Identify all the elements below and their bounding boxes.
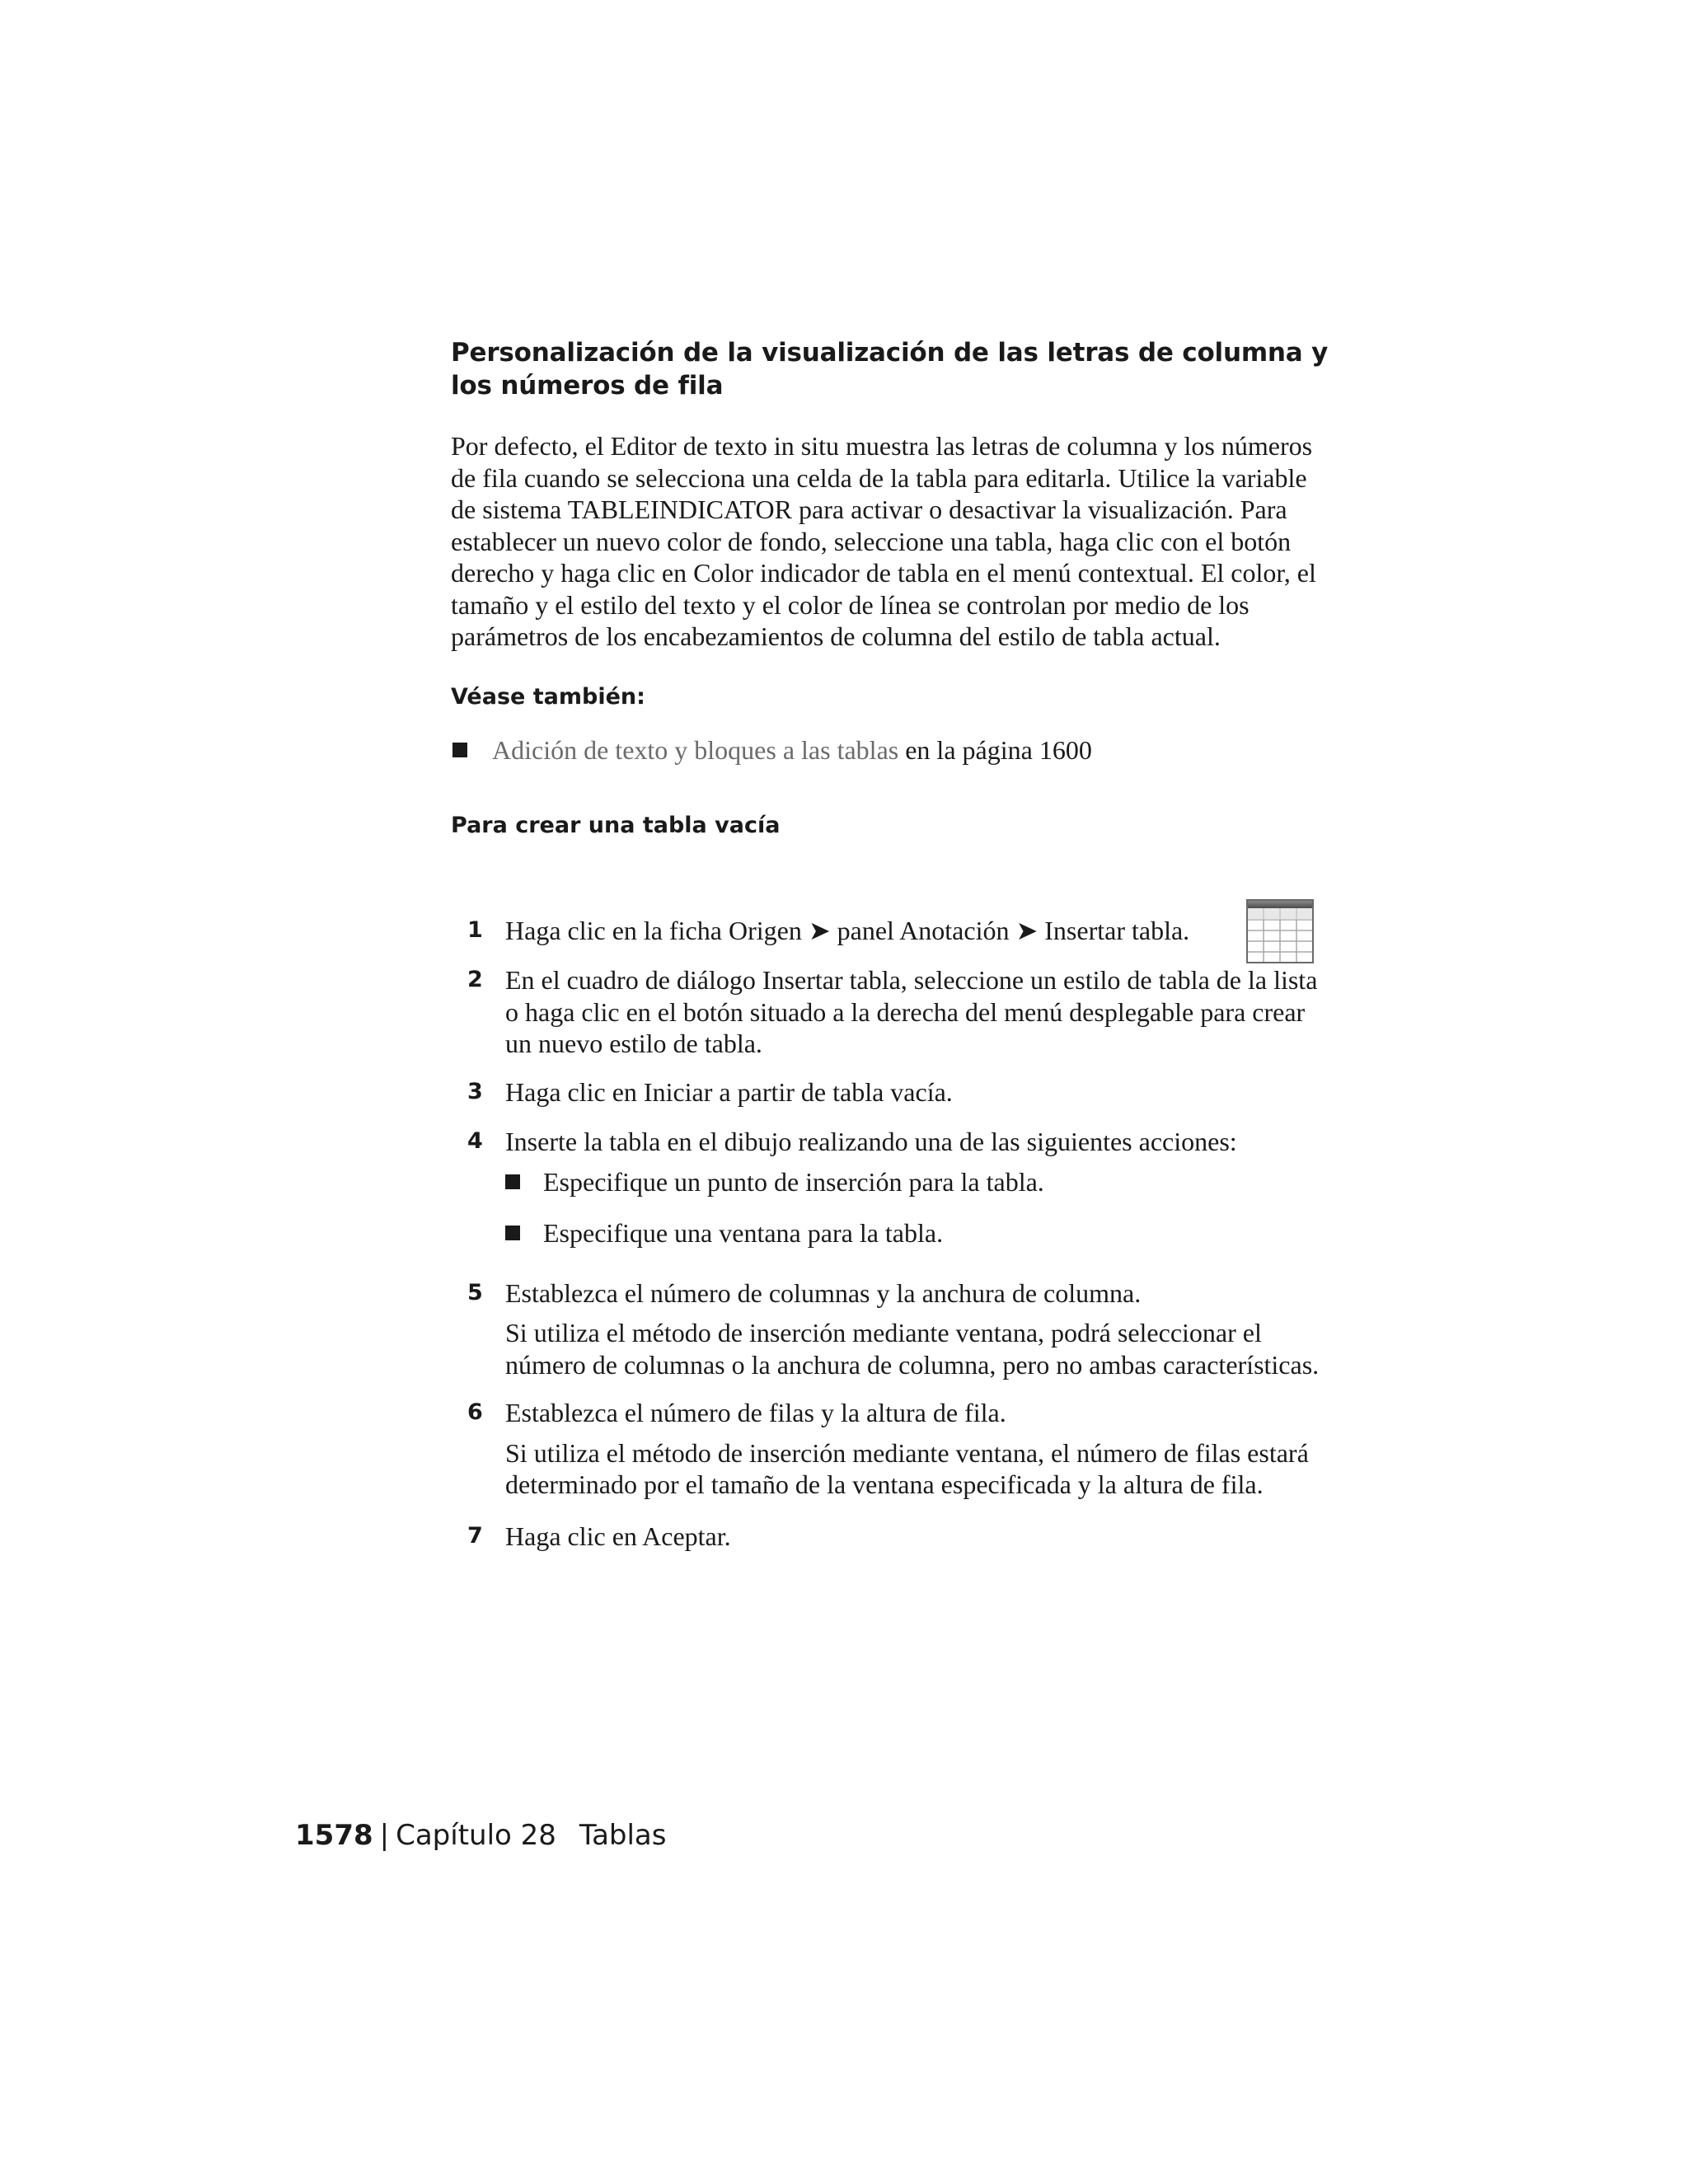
step-text: Inserte la tabla en el dibujo realizando una de las siguientes acciones: [505,1127,1237,1156]
footer-separator: | [379,1819,390,1852]
step-number: 7 [467,1522,483,1549]
procedure-title: Para crear una tabla vacía [451,812,781,838]
chapter-title: Tablas [579,1819,667,1852]
chapter-label: Capítulo 28 [396,1819,556,1852]
square-bullet-icon [505,1174,520,1189]
step-note: Si utiliza el método de inserción mediante ventana, podrá seleccionar el número de columnas o la anchura de columna, pero no ambas características. [505,1318,1320,1380]
page-footer [295,1817,666,1854]
step-number: 6 [467,1399,483,1425]
step-5 [451,1277,1333,1381]
step-3 [451,1076,1333,1108]
cross-reference-page: en la página 1600 [898,734,1092,765]
sub-item-text: Especifique un punto de inserción para la tabla. [543,1166,1044,1197]
step-number: 2 [467,967,483,992]
square-bullet-icon [452,743,467,757]
see-also-item [451,733,1333,766]
step-text: Establezca el número de filas y la altura de fila. [505,1398,1006,1427]
step-4-options [505,1166,1333,1249]
see-also-label: Véase también: [451,683,645,710]
step-text: En el cuadro de diálogo Insertar tabla, seleccione un estilo de tabla de la lista o haga clic en el botón situado a la derecha del menú desplegable para crear un nuevo estilo de tabla. [505,965,1318,1058]
step-number: 1 [467,916,483,943]
step-text: Establezca el número de columnas y la anchura de columna. [505,1277,1142,1308]
table-icon [1245,898,1315,964]
page-content [451,336,1333,1552]
sub-list-item [505,1166,1333,1198]
body-paragraph: Por defecto, el Editor de texto in situ muestra las letras de columna y los números de fila cuando se selecciona una celda de la tabla para editarla. Utilice la variable de sistema TABLEINDICATOR para activar o desactivar la visualización. Para establecer un nuevo color de fondo, seleccione una tabla, haga clic con el botón derecho y haga clic en Color indicador de tabla en el menú contextual. El color, el tamaño y el estilo del texto y el color de línea se controlan por medio de los parámetros de los encabezamientos de columna del estilo de tabla actual. [451,431,1316,651]
step-1 [451,915,1333,947]
step-4 [451,1126,1333,1249]
step-text: Haga clic en la ficha Origen ➤ panel Anotación ➤ Insertar tabla. [505,915,1190,945]
step-number: 3 [467,1078,483,1104]
cross-reference-link[interactable]: Adición de texto y bloques a las tablas [492,734,899,765]
sub-list-item [505,1217,1333,1249]
step-number: 4 [467,1128,483,1154]
step-6 [451,1397,1333,1501]
step-note: Si utiliza el método de inserción mediante ventana, el número de filas estará determinado por el tamaño de la ventana especificada y la altura de fila. [505,1437,1309,1499]
step-7 [451,1521,1333,1553]
procedure-steps [451,915,1333,1553]
step-number: 5 [467,1279,483,1305]
step-text: Haga clic en Aceptar. [505,1521,731,1551]
step-text: Haga clic en Iniciar a partir de tabla vacía. [505,1076,953,1107]
section-heading: Personalización de la visualización de las letras de columna y los números de fila [451,338,1329,401]
page-number: 1578 [295,1819,373,1852]
step-2 [451,964,1333,1060]
square-bullet-icon [505,1226,520,1240]
sub-item-text: Especifique una ventana para la tabla. [543,1218,944,1248]
